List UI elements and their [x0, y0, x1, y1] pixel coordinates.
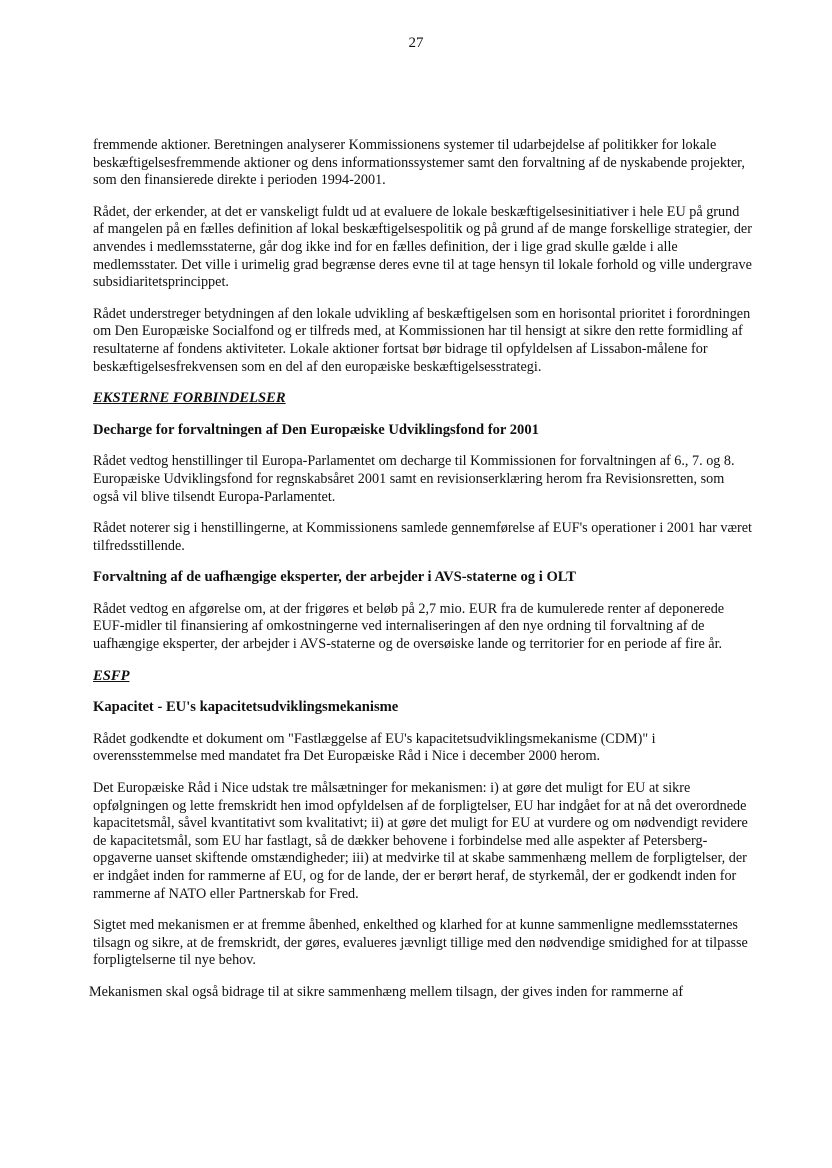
paragraph-mechanism-coherence: Mekanismen skal også bidrage til at sikre sammenhæng mellem tilsagn, der gives inden for rammerne af [89, 983, 684, 1000]
paragraph-council-recognition: Rådet, der erkender, at det er vanskeligt fuldt ud at evaluere de lokale beskæftigelsesinitiativer i hele EU på grund af mangelen på en fælles definition af lokal beskæftigelsespolitik og på grund af de mange forskellige strategier, der anvendes i medlemsstaterne, går dog ikke ind for en fælles definition, der i lige grad skulle gælde i alle medlemsstater. Det ville i urimelig grad begrænse deres evne til at tage hensyn til lokale forhold og ville undergrave subsidiaritetsprincippet. [93, 203, 752, 291]
paragraph-edf-implementation: Rådet noterer sig i henstillingerne, at Kommissionens samlede gennemførelse af EUF's operationer i 2001 har været tilfredsstillende. [93, 520, 752, 554]
section-heading-esfp: ESFP [93, 667, 130, 684]
paragraph-report-analysis: fremmende aktioner. Beretningen analyserer Kommissionens systemer til udarbejdelse af politikker for lokale beskæftigelsesfremmende aktioner og dens informationssystemer samt den forvaltning af de nyskabende projekter, som den finansierede direkte i perioden 1994-2001. [93, 137, 745, 189]
paragraph-funds-release: Rådet vedtog en afgørelse om, at der frigøres et beløb på 2,7 mio. EUR fra de kumulerede renter af deponerede EUF-midler til finansiering af omkostningerne ved internaliseringen af den nye ordning til forvaltning af de uafhængige eksperter, der arbejder i AVS-staterne og de oversøiske lande og territorier for en periode af fire år. [93, 600, 725, 653]
paragraph-local-development: Rådet understreger betydningen af den lokale udvikling af beskæftigelsen som en horisontal prioritet i forordningen om Den Europæiske Socialfond og er tilfreds med, at Kommissionen har til hensigt at sikre den rette formidling af resultaterne af fondens aktiviteter. Lokale aktioner fortsat bør bidrage til opfyldelsen af Lissabon-målene for beskæftigelsesfrekvensen som en del af den europæiske beskæftigelsesstrategi. [93, 305, 751, 375]
paragraph-discharge-recommendations: Rådet vedtog henstillinger til Europa-Parlamentet om decharge til Kommissionen for forvaltningen af 6., 7. og 8. Europæiske Udviklingsfond for regnskabsåret 2001 samt en revisionserklæring herom fra Revisionsretten, som også vil blive tilsendt Europa-Parlamentet. [93, 453, 735, 505]
document-body [89, 137, 753, 1016]
paragraph-nice-objectives: Det Europæiske Råd i Nice udstak tre målsætninger for mekanismen: i) at gøre det muligt for EU at sikre opfølgningen og lette fremskridt hen imod opfyldelsen af de forpligtelser, EU har indgået for at nå det overordnede kapacitetsmål, såvel kvantitativt som kvalitativt; ii) at gøre det muligt for EU at vurdere og om nødvendigt revidere de kapacitetsmål, som EU har fastlagt, så de dækker behovene i forbindelse med alle aspekter af Petersberg-opgaverne uanset skiftende omstændigheder; iii) at medvirke til at skabe sammenhæng mellem de forpligtelser, der er indgået inden for rammerne af EU, og for de lande, der er berørt heraf, de styrkemål, der er godkendt inden for rammerne af NATO eller Partnerskab for Fred. [93, 780, 748, 902]
subheading-independent-experts: Forvaltning af de uafhængige eksperter, der arbejder i AVS-staterne og i OLT [93, 569, 576, 586]
section-heading-external-relations: EKSTERNE FORBINDELSER [93, 390, 286, 407]
paragraph-mechanism-purpose: Sigtet med mekanismen er at fremme åbenhed, enkelthed og klarhed for at kunne sammenligne medlemsstaternes tilsagn og sikre, at de fremskridt, der gøres, evalueres jævnligt tillige med den nødvendige smidighed for at tilpasse forpligtelserne til nye behov. [93, 917, 748, 969]
subheading-capacity-mechanism: Kapacitet - EU's kapacitetsudviklingsmekanisme [93, 699, 399, 716]
page-number: 27 [408, 35, 424, 51]
paragraph-cdm-approval: Rådet godkendte et dokument om "Fastlæggelse af EU's kapacitetsudviklingsmekanisme (CDM)" i overensstemmelse med mandatet fra Det Europæiske Råd i Nice i december 2000 herom. [93, 730, 656, 765]
subheading-edf-discharge: Decharge for forvaltningen af Den Europæiske Udviklingsfond for 2001 [93, 421, 539, 438]
